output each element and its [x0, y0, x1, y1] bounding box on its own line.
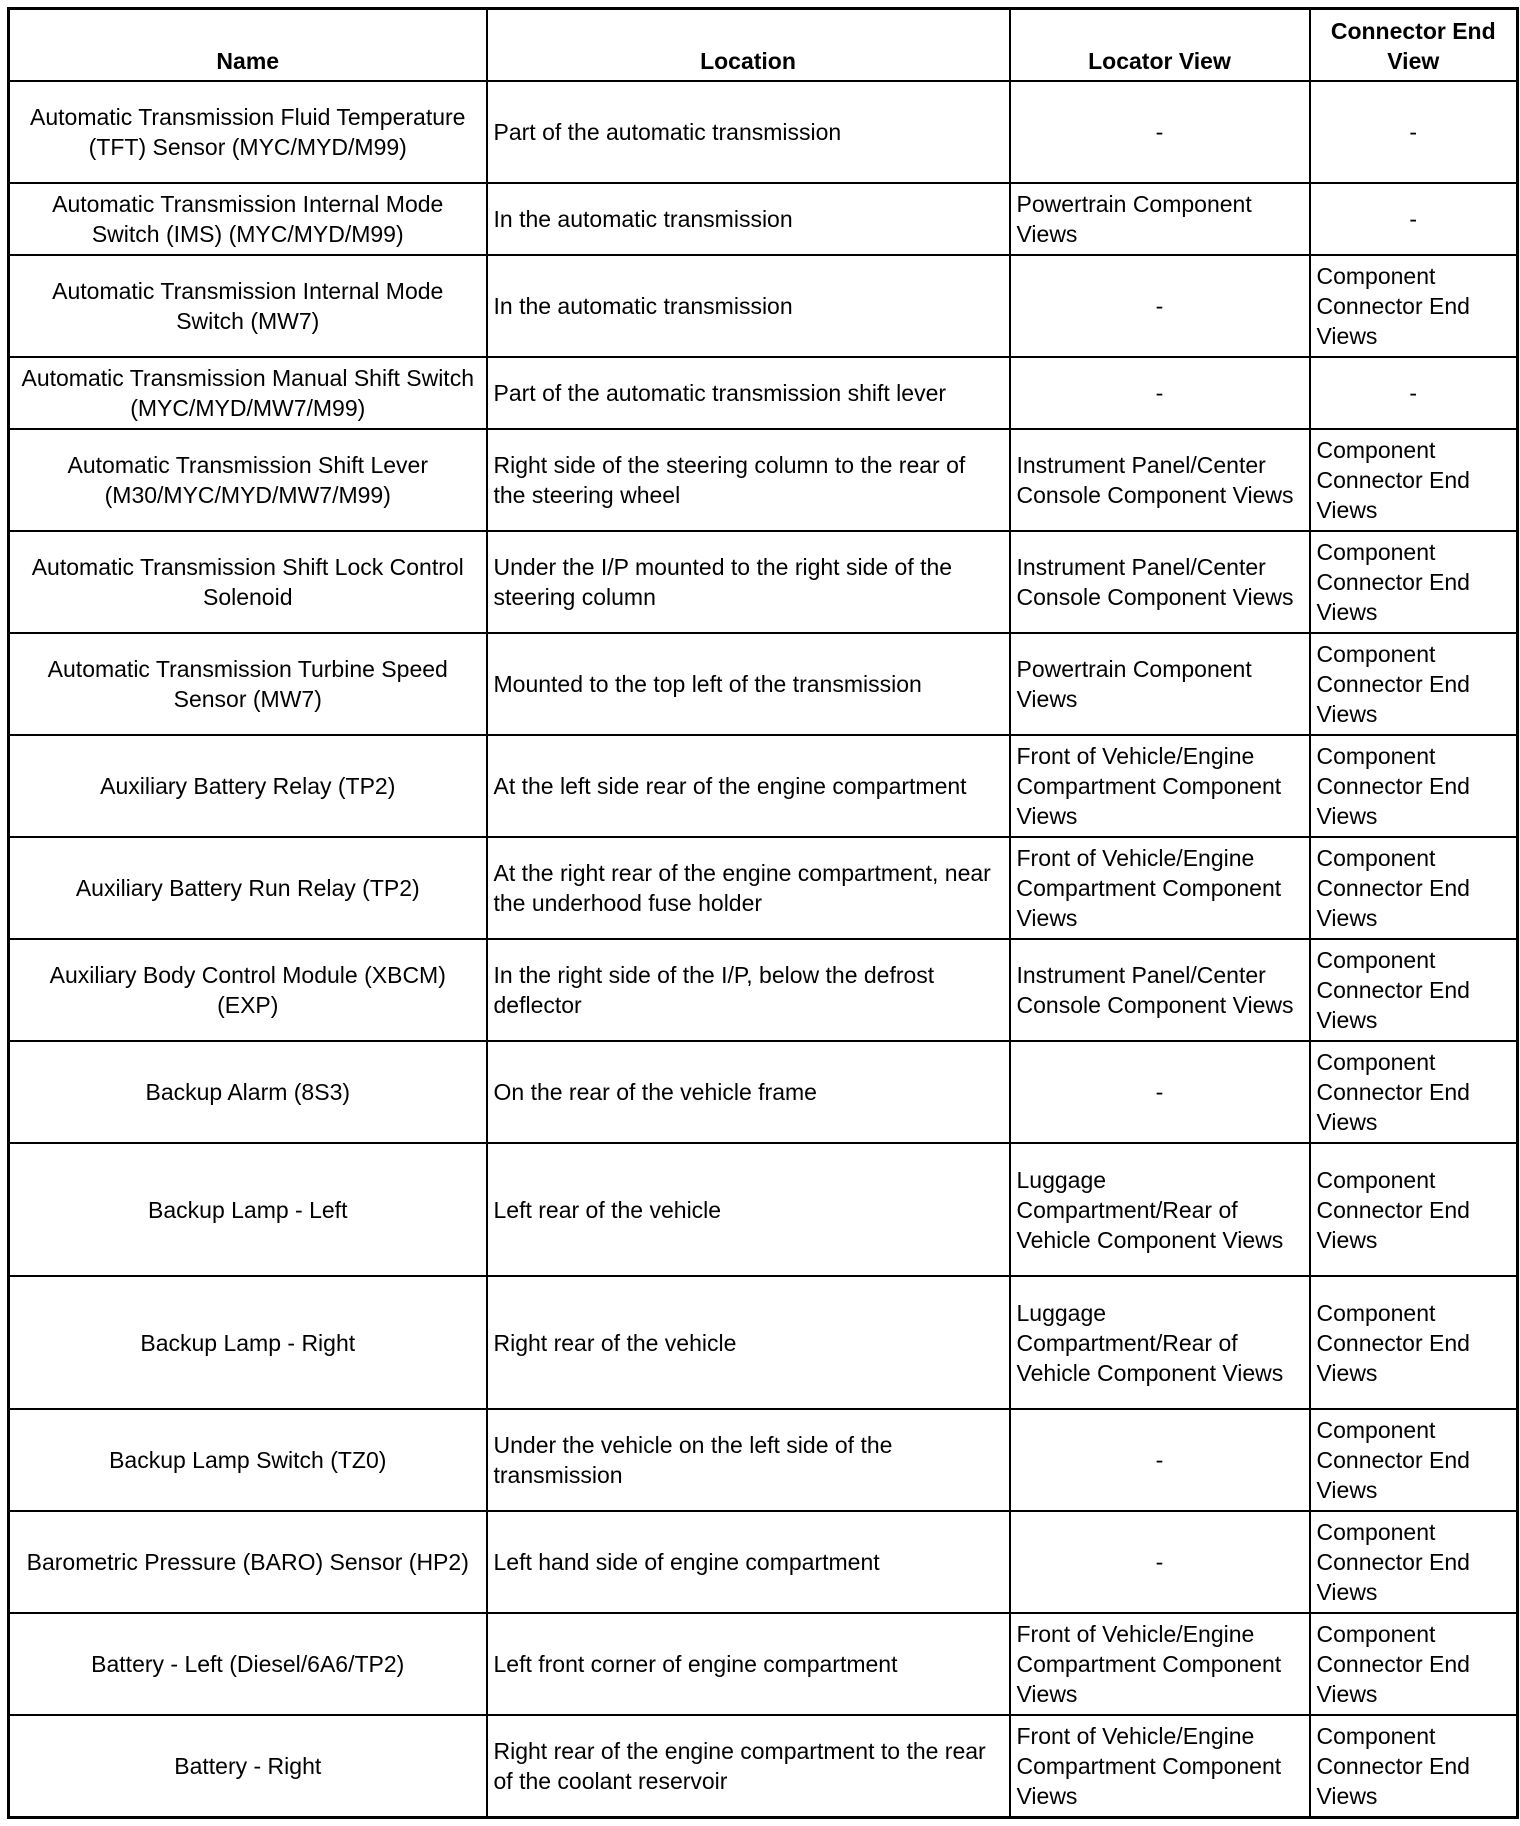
cell-name: Auxiliary Battery Run Relay (TP2)	[9, 837, 487, 939]
cell-connector-end-view: -	[1310, 183, 1518, 255]
cell-locator-view: Powertrain Component Views	[1010, 633, 1310, 735]
table-row	[9, 1715, 1518, 1817]
cell-location: Right rear of the engine compartment to the rear of the coolant reservoir	[487, 1715, 1010, 1817]
cell-name: Automatic Transmission Turbine Speed Sensor (MW7)	[9, 633, 487, 735]
cell-connector-end-view: Component Connector End Views	[1310, 255, 1518, 357]
cell-connector-end-view: Component Connector End Views	[1310, 633, 1518, 735]
cell-locator-view: -	[1010, 81, 1310, 183]
cell-location: Under the vehicle on the left side of the transmission	[487, 1409, 1010, 1511]
table-row	[9, 183, 1518, 255]
cell-name: Automatic Transmission Internal Mode Switch (IMS) (MYC/MYD/M99)	[9, 183, 487, 255]
header-location: Location	[487, 9, 1010, 81]
header-name: Name	[9, 9, 487, 81]
cell-location: At the right rear of the engine compartment, near the underhood fuse holder	[487, 837, 1010, 939]
cell-locator-view: -	[1010, 1041, 1310, 1143]
table-row	[9, 1143, 1518, 1276]
header-locator-view: Locator View	[1010, 9, 1310, 81]
cell-location: Left hand side of engine compartment	[487, 1511, 1010, 1613]
table-body	[9, 81, 1518, 1818]
table-row	[9, 1276, 1518, 1409]
cell-name: Automatic Transmission Internal Mode Switch (MW7)	[9, 255, 487, 357]
cell-locator-view: Instrument Panel/Center Console Component Views	[1010, 429, 1310, 531]
cell-connector-end-view: Component Connector End Views	[1310, 837, 1518, 939]
cell-connector-end-view: -	[1310, 357, 1518, 429]
cell-location: In the automatic transmission	[487, 183, 1010, 255]
cell-name: Automatic Transmission Manual Shift Switch (MYC/MYD/MW7/M99)	[9, 357, 487, 429]
cell-locator-view: Luggage Compartment/Rear of Vehicle Component Views	[1010, 1143, 1310, 1276]
cell-name: Automatic Transmission Shift Lever (M30/MYC/MYD/MW7/M99)	[9, 429, 487, 531]
cell-locator-view: -	[1010, 1409, 1310, 1511]
cell-location: Part of the automatic transmission	[487, 81, 1010, 183]
table-row	[9, 531, 1518, 633]
table-row	[9, 357, 1518, 429]
component-locator-table	[7, 7, 1519, 1819]
cell-location: At the left side rear of the engine compartment	[487, 735, 1010, 837]
table-row	[9, 81, 1518, 183]
cell-location: Mounted to the top left of the transmission	[487, 633, 1010, 735]
cell-connector-end-view: Component Connector End Views	[1310, 1715, 1518, 1817]
cell-name: Backup Lamp - Left	[9, 1143, 487, 1276]
cell-name: Barometric Pressure (BARO) Sensor (HP2)	[9, 1511, 487, 1613]
cell-connector-end-view: Component Connector End Views	[1310, 429, 1518, 531]
cell-locator-view: -	[1010, 1511, 1310, 1613]
table-row	[9, 633, 1518, 735]
cell-locator-view: Instrument Panel/Center Console Component Views	[1010, 531, 1310, 633]
table-row	[9, 1041, 1518, 1143]
cell-location: In the right side of the I/P, below the defrost deflector	[487, 939, 1010, 1041]
cell-connector-end-view: Component Connector End Views	[1310, 1041, 1518, 1143]
table-row	[9, 1613, 1518, 1715]
cell-connector-end-view: Component Connector End Views	[1310, 735, 1518, 837]
cell-location: Left rear of the vehicle	[487, 1143, 1010, 1276]
table-row	[9, 939, 1518, 1041]
cell-location: Left front corner of engine compartment	[487, 1613, 1010, 1715]
cell-locator-view: Front of Vehicle/Engine Compartment Component Views	[1010, 837, 1310, 939]
cell-locator-view: Luggage Compartment/Rear of Vehicle Component Views	[1010, 1276, 1310, 1409]
cell-connector-end-view: Component Connector End Views	[1310, 1143, 1518, 1276]
cell-name: Automatic Transmission Shift Lock Control Solenoid	[9, 531, 487, 633]
table-row	[9, 429, 1518, 531]
table-row	[9, 735, 1518, 837]
cell-connector-end-view: -	[1310, 81, 1518, 183]
cell-locator-view: Front of Vehicle/Engine Compartment Component Views	[1010, 735, 1310, 837]
cell-location: Right rear of the vehicle	[487, 1276, 1010, 1409]
cell-connector-end-view: Component Connector End Views	[1310, 531, 1518, 633]
table-row	[9, 837, 1518, 939]
cell-name: Auxiliary Battery Relay (TP2)	[9, 735, 487, 837]
cell-locator-view: Front of Vehicle/Engine Compartment Component Views	[1010, 1715, 1310, 1817]
cell-locator-view: Front of Vehicle/Engine Compartment Component Views	[1010, 1613, 1310, 1715]
cell-location: In the automatic transmission	[487, 255, 1010, 357]
cell-connector-end-view: Component Connector End Views	[1310, 1276, 1518, 1409]
cell-name: Backup Lamp Switch (TZ0)	[9, 1409, 487, 1511]
cell-name: Battery - Left (Diesel/6A6/TP2)	[9, 1613, 487, 1715]
cell-location: On the rear of the vehicle frame	[487, 1041, 1010, 1143]
cell-connector-end-view: Component Connector End Views	[1310, 1613, 1518, 1715]
cell-name: Automatic Transmission Fluid Temperature (TFT) Sensor (MYC/MYD/M99)	[9, 81, 487, 183]
header-connector-end-view: Connector End View	[1310, 9, 1518, 81]
table-row	[9, 1511, 1518, 1613]
cell-name: Auxiliary Body Control Module (XBCM) (EXP)	[9, 939, 487, 1041]
cell-name: Backup Lamp - Right	[9, 1276, 487, 1409]
cell-locator-view: -	[1010, 255, 1310, 357]
cell-location: Under the I/P mounted to the right side of the steering column	[487, 531, 1010, 633]
cell-name: Backup Alarm (8S3)	[9, 1041, 487, 1143]
header-row	[9, 9, 1518, 81]
cell-connector-end-view: Component Connector End Views	[1310, 1511, 1518, 1613]
cell-name: Battery - Right	[9, 1715, 487, 1817]
table-row	[9, 255, 1518, 357]
cell-location: Right side of the steering column to the rear of the steering wheel	[487, 429, 1010, 531]
cell-connector-end-view: Component Connector End Views	[1310, 1409, 1518, 1511]
cell-location: Part of the automatic transmission shift lever	[487, 357, 1010, 429]
cell-connector-end-view: Component Connector End Views	[1310, 939, 1518, 1041]
cell-locator-view: -	[1010, 357, 1310, 429]
table-row	[9, 1409, 1518, 1511]
cell-locator-view: Instrument Panel/Center Console Component Views	[1010, 939, 1310, 1041]
cell-locator-view: Powertrain Component Views	[1010, 183, 1310, 255]
